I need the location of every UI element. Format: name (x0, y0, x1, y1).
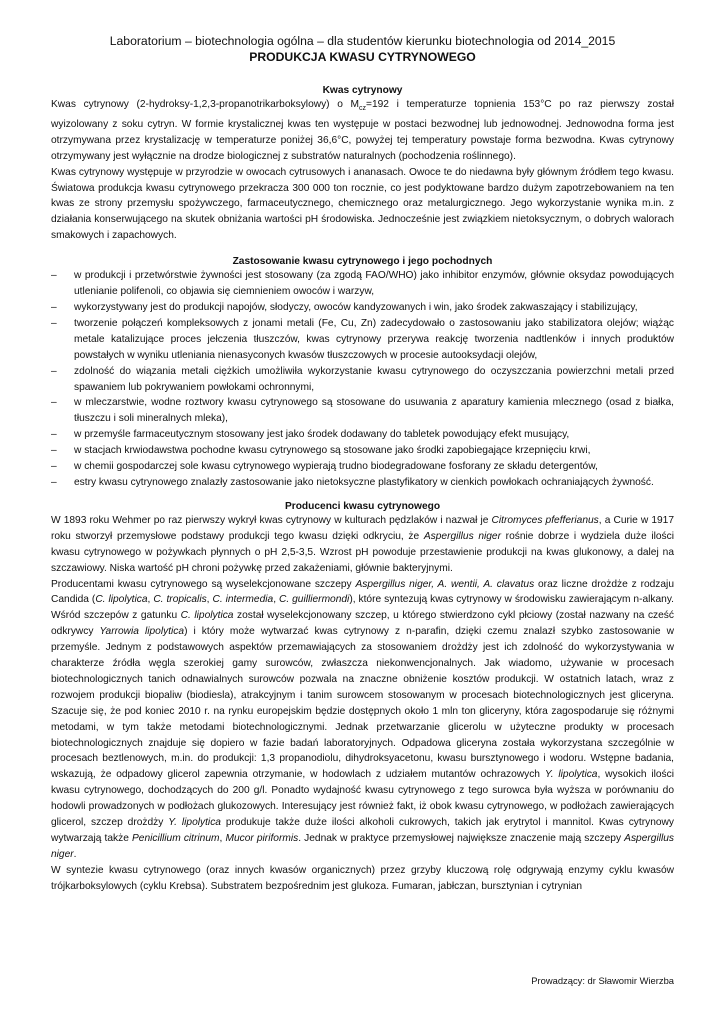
paragraph-producers: Producentami kwasu cytrynowego są wyselekcjonowane szczepy Aspergillus niger, A. wentii, A. clavatus oraz liczne drożdże z rodzaju Candida (C. lipolytica, C. tropicalis, C. intermedia, C. guilliermondi), które syntezują kwas cytrynowy w środowisku zawierającym n-alkany. Wśród szczepów z gatunku C. lipolytica został wyselekcjonowany szczep, u którego stwierdzono cykl płciowy (został nazwany na cześć odkrywcy Yarrowia lipolytica) i który może wytwarzać kwas cytrynowy z n-parafin, dzięki czemu znalazł szybko zastosowanie w przemyśle. Jednym z podstawowych aspektów przemawiających za stosowaniem drożdży jest ich zdolność do wykorzystywania w charakterze źródła węgla szerokiej gamy surowców, zwłaszcza niekonwencjonalnych. Jak wiadomo, używanie w procesach biotechnologicznych tanich odnawialnych surowców pozwala na znaczne obniżenie kosztów produkcji. W ostatnich latach, wraz z rozwojem produkcji biopaliw (biodiesla), atrakcyjnym i tanim surowcem stosowanym w procesach biotechnologicznych jest gliceryna. Szacuje się, że pod koniec 2010 r. na rynku europejskim będzie dostępnych około 1 mln ton gliceryny, która zagospodaruje się różnymi metodami, w tym także metodami biotechnologicznymi. Jednak przetwarzanie glicerolu w użyteczne produkty w procesach biotechnologicznych znajduje się dopiero w fazie badań laboratoryjnych. Odpadowa gliceryna została wykorzystana szczególnie w procesach beztlenowych, m.in. do produkcji: 1,3 propanodiolu, dihydroksyacetonu, kwasu bursztynowego i wodoru. Wstępne badania, wskazują, że odpadowy glicerol zapewnia otrzymanie, w hodowlach z udziałem mutantów ochrazowych Y. lipolytica, wysokich ilości kwasu cytrynowego, dochodzących do 200 g/l. Ponadto wydajność kwasu cytrynowego z tego surowca była wyższa w porównaniu do hodowli prowadzonych w podłożach glukozowych. Interesujący jest również fakt, iż obok kwasu cytrynowego, w podłożach zawierających glicerol, szczep drożdży Y. lipolytica produkuje także duże ilości alkoholi cukrowych, takich jak erytrytol i mannitol. Kwas cytrynowy wytwarzają także Penicillium citrinum, Mucor piriformis. Jednak w praktyce przemysłowej największe znaczenie mają szczepy Aspergillus niger. (51, 578, 675, 860)
list-item: – w stacjach krwiodawstwa pochodne kwasu cytrynowego są stosowane jako środki zapobiegające krzepnięciu krwi, (51, 443, 674, 459)
dash-bullet: – (51, 317, 57, 329)
section-heading-citric-acid: Kwas cytrynowy (322, 85, 403, 96)
dash-bullet: – (51, 429, 57, 441)
dash-bullet: – (51, 365, 57, 377)
document-title: PRODUKCJA KWASU CYTRYNOWEGO (249, 50, 476, 64)
document-body (51, 33, 674, 895)
dash-bullet: – (51, 476, 57, 488)
page-footer: Prowadzący: dr Sławomir Wierzba (531, 975, 674, 986)
list-item: – tworzenie połączeń kompleksowych z jonami metali (Fe, Cu, Zn) zadecydowało o zastosowaniu jako stabilizatora olejów; wiążąc metale katalizujące proces jełczenia tłuszczów, kwas cytrynowy przerywa reakcję tworzenia nadtlenków i innych produktów powstałych w wyniku utleniania nienasyconych kwasów tłuszczowych w procesie autooksydacji olejów, (51, 317, 674, 361)
list-item: – w przemyśle farmaceutycznym stosowany jest jako środek dodawany do tabletek powodujący efekt musujący, (51, 427, 674, 443)
list-item: – wykorzystywany jest do produkcji napojów, słodyczy, owoców kandyzowanych i win, jako środek zakwaszający i stabilizujący, (51, 300, 674, 316)
list-item: – zdolność do wiązania metali ciężkich umożliwiła wykorzystanie kwasu cytrynowego do oczyszczania powierzchni metali przed spawaniem lub pokrywaniem powłokami ochronnymi, (51, 365, 674, 393)
paragraph-properties: Kwas cytrynowy (2-hydroksy-1,2,3-propanotrikarboksylowy) o $M_{cz}=192$ i temperaturze topnienia 153°C po raz pierwszy został wyizolowany z soku cytryn. W formie krystalicznej kwas ten występuje w postaci bezwodnej lub jednowodnej. Jednowodna forma jest otrzymywana przez krystalizację w temperaturze poniżej 36,6°C, powyżej tej temperatury powstaje forma bezwodna. Kwas cytrynowy otrzymywany jest wyłącznie na drodze biologicznej z substratów naturalnych (pochodzenia roślinnego). (51, 99, 674, 162)
section-heading-applications: Zastosowanie kwasu cytrynowego i jego pochodnych (232, 256, 493, 268)
dash-bullet: – (51, 302, 57, 313)
list-item: – w produkcji i przetwórstwie żywności jest stosowany (za zgodą FAO/WHO) jako inhibitor enzymów, głównie oksydaz powodujących utlenianie polifenoli, co objawia się ciemnieniem owoców i warzyw, (51, 270, 674, 298)
applications-list (51, 268, 674, 491)
page-header: Laboratorium – biotechnologia ogólna – dla studentów kierunku biotechnologia od 2014_2015 (109, 34, 616, 48)
section-heading-producers: Producenci kwasu cytrynowego (284, 500, 441, 512)
paragraph-history: W 1893 roku Wehmer po raz pierwszy wykrył kwas cytrynowy w kulturach pędzlaków i nazwał je Citromyces pfefferianus, a Curie w 1917 roku stworzył przemysłowe podstawy produkcji tego kwasu dzięki odkryciu, że Aspergillus niger rośnie dobrze i wydziela duże ilości kwasu cytrynowego w pożywkach płynnych o pH 2,5-3,5. Wzrost pH powoduje przestawienie produkcji na kwas glukonowy, a dalej na szczawiowy. Niska wartość pH chroni pożywkę przed zakażeniami, głównie bakteryjnymi. (51, 514, 675, 574)
list-item: – w chemii gospodarczej sole kwasu cytrynowego wypierają trudno biodegradowane fosforany ze składu detergentów, (51, 459, 674, 475)
dash-bullet: – (51, 270, 57, 282)
dash-bullet: – (51, 397, 57, 409)
dash-bullet: – (51, 461, 57, 473)
list-item: – w mleczarstwie, wodne roztwory kwasu cytrynowego są stosowane do usuwania z aparatury kamienia mlecznego (osad z białka, tłuszczu i soli mineralnych mleka), (51, 397, 674, 425)
dash-bullet: – (51, 445, 57, 457)
list-item: – estry kwasu cytrynowego znalazły zastosowanie jako nietoksyczne plastyfikatory w cienkich powłokach ochraniających żywność. (51, 475, 674, 491)
paragraph-occurrence: Kwas cytrynowy występuje w przyrodzie w owocach cytrusowych i ananasach. Owoce te do niedawna były głównym źródłem tego kwasu. Światowa produkcja kwasu cytrynowego przekracza 300 000 ton rocznie, co jest podyktowane bardzo dużym zapotrzebowaniem na ten kwas ze strony przemysłu spożywczego, farmaceutycznego, chemicznego oraz metalurgicznego. Jego wykorzystanie wynika m.in. z działania konserwującego na skutek obniżania wartości pH środowiska. Jednocześnie jest związkiem nietoksycznym, o dobrych walorach smakowych i zapachowych. (51, 166, 674, 242)
paragraph-synthesis: W syntezie kwasu cytrynowego (oraz innych kwasów organicznych) przez grzyby kluczową rolę odgrywają enzymy cyklu kwasów trójkarboksylowych (cyklu Krebsa). Substratem bezpośrednim jest glukoza. Fumaran, jabłczan, bursztynian i cytrynian (51, 864, 674, 892)
